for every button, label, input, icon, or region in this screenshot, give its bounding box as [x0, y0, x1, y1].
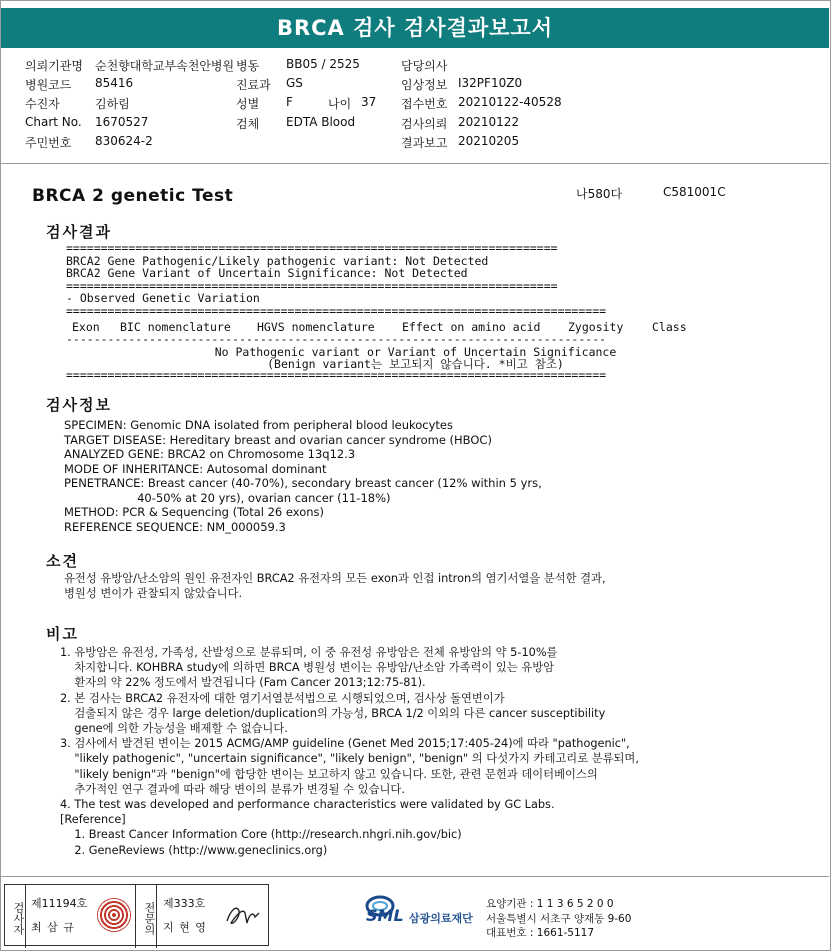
patient-label: 수진자	[25, 97, 60, 111]
clinical-value: I32PF10Z0	[458, 76, 523, 90]
ward-label: 병동	[236, 59, 260, 73]
examiner-seal-icon	[97, 898, 131, 932]
info-line: MODE OF INHERITANCE: Autosomal dominant	[64, 461, 327, 476]
report-value: 20210205	[458, 134, 520, 148]
remark-line: gene에 의한 가능성을 배제할 수 없습니다.	[60, 722, 288, 736]
specimen-value: EDTA Blood	[286, 115, 356, 129]
remark-line: 1. Breast Cancer Information Core (http://research.nhgri.nih.gov/bic)	[60, 828, 462, 842]
rrn-value: 830624-2	[95, 134, 153, 148]
table-bottom-sep: ==============================================================================	[66, 368, 607, 382]
info-line: TARGET DISEASE: Hereditary breast and ovarian cancer syndrome (HBOC)	[64, 432, 492, 447]
no-variant-line-1: No Pathogenic variant or Variant of Uncertain Significance	[214, 345, 617, 359]
signature-icon	[223, 899, 263, 931]
dept-value: GS	[286, 76, 303, 90]
report-title: BRCA 검사 검사결과보고서	[1, 8, 829, 48]
report-label: 결과보고	[401, 136, 448, 150]
sep-mid: =======================================================================	[66, 278, 558, 293]
age-value: 37	[361, 95, 377, 109]
remark-line: 3. 검사에서 발견된 변이는 2015 ACMG/AMP guideline (Genet Med 2015;17:405-24)에 따라 "pathogenic",	[60, 737, 630, 751]
remark-line: 검출되지 않은 경우 large deletion/duplication의 가능성, BRCA 1/2 이외의 다른 cancer susceptibility	[60, 706, 606, 720]
table-sep: ==============================================================================	[66, 303, 607, 318]
remark-line: 차지합니다. KOHBRA study에 의하면 BRCA 병원성 변이는 유방암/난소암 가족력이 있는 유방암	[60, 661, 555, 675]
col-effect: Effect on amino acid	[402, 320, 541, 334]
sex-value: F	[286, 95, 293, 109]
remark-line: "likely benign"과 "benign"에 합당한 변이는 보고하지 않고 있습니다. 또한, 관련 문헌과 데이터베이스의	[60, 767, 598, 781]
col-zygosity: Zygosity	[568, 320, 624, 334]
examiner-label: 검사자	[5, 885, 26, 948]
code-value: 85416	[95, 76, 134, 90]
remark-line: 환자의 약 22% 정도에서 발견됩니다 (Fam Cancer 2013;12:75-81).	[60, 676, 426, 690]
foundation-name: 삼광의료재단	[409, 912, 473, 925]
result-line-2: BRCA2 Gene Variant of Uncertain Significance: Not Detected	[66, 266, 468, 280]
table-dash: ------------------------------------------------------------------------------	[66, 332, 607, 346]
chart-label: Chart No.	[25, 115, 82, 129]
test-code-2: C581001C	[663, 185, 726, 199]
result-heading: 검사결과	[46, 223, 112, 241]
col-bic: BIC nomenclature	[120, 320, 231, 334]
patient-value: 김하림	[95, 97, 130, 111]
dept-label: 진료과	[236, 78, 271, 92]
info-line: 40-50% at 20 yrs), ovarian cancer (11-18%)	[64, 490, 391, 505]
col-exon: Exon	[72, 320, 100, 334]
hospital-label: 의뢰기관명	[25, 59, 83, 73]
rrn-label: 주민번호	[25, 136, 72, 150]
test-code-1: 나580다	[576, 187, 623, 201]
remarks-heading: 비고	[46, 625, 79, 643]
remark-line: 4. The test was developed and performance characteristics were validated by GC Labs.	[60, 798, 555, 812]
examiner-number: 제11194호	[31, 897, 88, 910]
info-line: PENETRANCE: Breast cancer (40-70%), secondary breast cancer (12% within 5 yrs,	[64, 476, 542, 490]
receipt-label: 접수번호	[401, 97, 448, 111]
info-line: SPECIMEN: Genomic DNA isolated from peripheral blood leukocytes	[64, 418, 453, 432]
signature-box	[4, 884, 269, 946]
finding-text	[64, 572, 606, 601]
specialist-name: 지 현 영	[163, 921, 207, 934]
code-label: 병원코드	[25, 78, 72, 92]
result-block	[66, 242, 606, 317]
col-hgvs: HGVS nomenclature	[257, 320, 375, 334]
finding-line: 유전성 유방암/난소암의 원인 유전자인 BRCA2 유전자의 모든 exon과 인접 intron의 염기서열을 분석한 결과,	[64, 572, 606, 585]
col-class: Class	[652, 320, 687, 334]
lab-phone: 대표번호 : 1661-5117	[486, 927, 595, 939]
remark-line: "likely pathogenic", "uncertain significance", "likely benign", "benign" 의 다섯가지 카테고리로 분류되며,	[60, 752, 639, 766]
remark-line: 추가적인 연구 결과에 따라 해당 변이의 분류가 변경될 수 있습니다.	[60, 782, 405, 796]
ward-value: BB05 / 2525	[286, 57, 360, 71]
footer-divider	[1, 876, 829, 877]
info-line: ANALYZED GENE: BRCA2 on Chromosome 13q12.3	[64, 447, 356, 461]
sml-logo-text: SML	[366, 906, 404, 925]
remark-line: [Reference]	[60, 813, 126, 827]
hospital-value: 순천향대학교부속천안병원	[95, 59, 235, 73]
finding-heading: 소견	[46, 552, 79, 570]
remarks-list	[60, 645, 639, 858]
specialist-label: 전문의	[135, 885, 157, 948]
sex-label: 성별	[236, 97, 260, 111]
chart-value: 1670527	[95, 115, 149, 129]
observed-label: - Observed Genetic Variation	[66, 291, 260, 305]
info-list	[64, 418, 542, 534]
remark-line: 2. GeneReviews (http://www.geneclinics.org)	[60, 843, 328, 857]
specimen-label: 검체	[236, 117, 260, 131]
result-line-1: BRCA2 Gene Pathogenic/Likely pathogenic variant: Not Detected	[66, 253, 489, 268]
age-label: 나이	[328, 97, 352, 111]
receipt-value: 20210122-40528	[458, 95, 562, 109]
info-heading: 검사정보	[46, 396, 112, 414]
institution-code: 요양기관 : 1 1 3 6 5 2 0 0	[486, 898, 614, 910]
clinical-label: 임상정보	[401, 78, 448, 92]
request-value: 20210122	[458, 115, 520, 129]
test-name: BRCA 2 genetic Test	[32, 186, 234, 206]
finding-line: 병원성 변이가 관찰되지 않았습니다.	[64, 586, 243, 600]
remark-line: 2. 본 검사는 BRCA2 유전자에 대한 염기서열분석법으로 시행되었으며, 검사상 돌연변이가	[60, 691, 505, 705]
header-divider	[1, 163, 829, 164]
info-line: REFERENCE SEQUENCE: NM_000059.3	[64, 519, 286, 534]
no-variant-line-2: (Benign variant는 보고되지 않습니다. *비고 참조)	[267, 357, 564, 371]
info-line: METHOD: PCR & Sequencing (Total 26 exons)	[64, 505, 325, 519]
lab-address: 서울특별시 서초구 양재동 9-60	[486, 913, 632, 925]
specialist-number: 제333호	[163, 897, 206, 910]
doctor-label: 담당의사	[401, 59, 448, 73]
request-label: 검사의뢰	[401, 117, 448, 131]
remark-line: 1. 유방암은 유전성, 가족성, 산발성으로 분류되며, 이 중 유전성 유방암은 전체 유방암의 약 5-10%를	[60, 646, 558, 659]
sep-top: =======================================================================	[66, 241, 558, 255]
examiner-name: 최 삼 규	[31, 921, 75, 934]
